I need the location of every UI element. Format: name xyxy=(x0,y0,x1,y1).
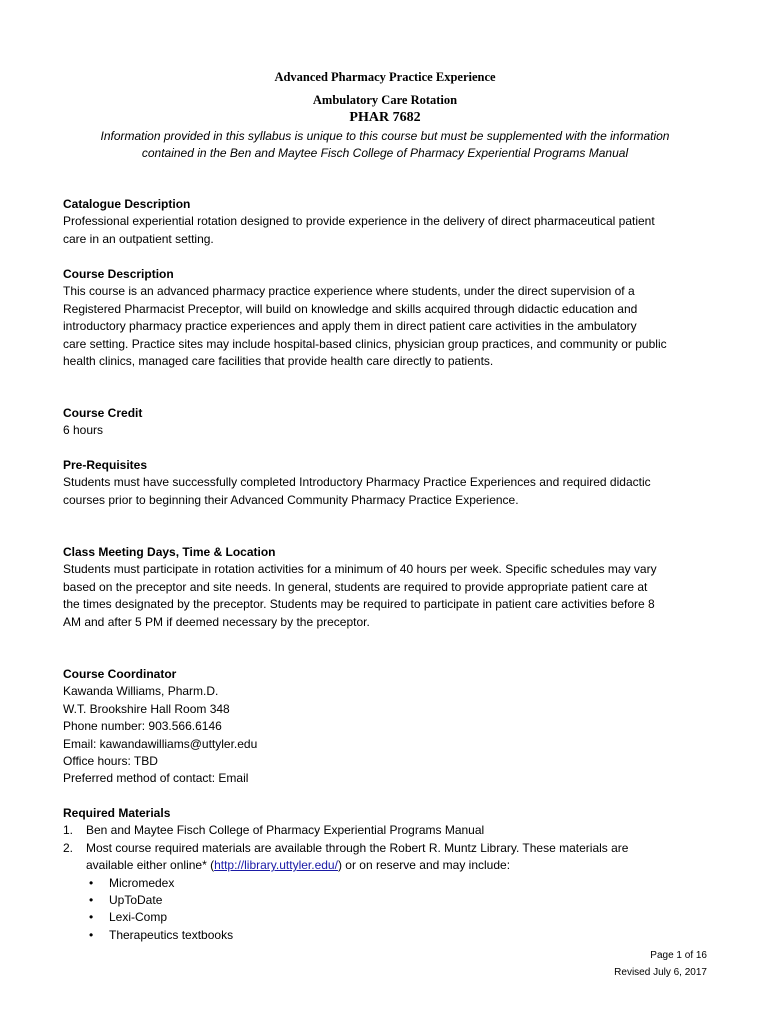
materials-list xyxy=(63,822,713,944)
library-link[interactable]: http://library.uttyler.edu/ xyxy=(214,858,338,873)
list-item-text-post: ) or on reserve and may include: xyxy=(337,858,511,873)
revised-date: Revised July 6, 2017 xyxy=(614,967,707,978)
bullet-icon: • xyxy=(89,875,94,890)
syllabus-note xyxy=(60,128,710,162)
coordinator-office: W.T. Brookshire Hall Room 348 xyxy=(63,701,230,716)
course-code: PHAR 7682 xyxy=(349,110,421,125)
body-line: care in an outpatient setting. xyxy=(63,231,214,246)
body-line: AM and after 5 PM if deemed necessary by the preceptor. xyxy=(63,614,370,629)
coordinator-email: Email: kawandawilliams@uttyler.edu xyxy=(63,736,258,751)
prerequisites-section xyxy=(63,457,713,509)
body-line: the times designated by the preceptor. Students may be required to participate in patient care activities before 8 xyxy=(63,597,655,612)
bullet-icon: • xyxy=(89,910,94,925)
section-heading: Course Description xyxy=(63,267,174,281)
bullet-item xyxy=(86,875,713,892)
bullet-text: UpToDate xyxy=(109,893,163,908)
catalogue-section xyxy=(63,196,713,248)
list-number: 2. xyxy=(63,840,74,855)
body-line: courses prior to beginning their Advanced Community Pharmacy Practice Experience. xyxy=(63,492,519,507)
list-item-text: Most course required materials are available through the Robert R. Muntz Library. These materials are xyxy=(86,840,629,855)
section-heading: Course Coordinator xyxy=(63,667,177,681)
coordinator-contact: Preferred method of contact: Email xyxy=(63,771,249,786)
bullet-item xyxy=(86,909,713,926)
body-line: care setting. Practice sites may include hospital-based clinics, physician group practices, and community or public xyxy=(63,336,667,351)
section-heading: Pre-Requisites xyxy=(63,458,148,472)
list-item-text: Ben and Maytee Fisch College of Pharmacy Experiential Programs Manual xyxy=(86,823,485,838)
body-line: Students must have successfully completed Introductory Pharmacy Practice Experiences and required didactic xyxy=(63,475,651,490)
coordinator-hours: Office hours: TBD xyxy=(63,754,158,769)
credit-value: 6 hours xyxy=(63,423,104,438)
list-item-text-pre: available either online* ( xyxy=(86,858,215,873)
body-line: Professional experiential rotation designed to provide experience in the delivery of direct pharmaceutical patient xyxy=(63,214,655,229)
list-number: 1. xyxy=(63,823,74,838)
bullet-text: Lexi-Comp xyxy=(109,910,168,925)
section-heading: Required Materials xyxy=(63,806,171,820)
resource-bullets xyxy=(86,875,713,945)
body-line: introductory pharmacy practice experiences and apply them in direct patient care activities in the ambulatory xyxy=(63,319,637,334)
bullet-text: Micromedex xyxy=(109,875,175,890)
coordinator-section xyxy=(63,666,713,788)
list-item xyxy=(63,822,713,839)
body-line: based on the preceptor and site needs. In general, students are required to provide appropriate patient care at xyxy=(63,579,648,594)
syllabus-note-line: contained in the Ben and Maytee Fisch College of Pharmacy Experiential Programs Manual xyxy=(141,146,629,160)
body-line: This course is an advanced pharmacy practice experience where students, under the direct supervision of a xyxy=(63,284,635,299)
body-line: Registered Pharmacist Preceptor, will build on knowledge and skills acquired through didactic education and xyxy=(63,301,638,316)
materials-section xyxy=(63,805,713,944)
course-title: Advanced Pharmacy Practice Experience xyxy=(274,70,496,84)
coordinator-phone: Phone number: 903.566.6146 xyxy=(63,719,222,734)
syllabus-note-line: Information provided in this syllabus is unique to this course but must be supplemented with the information xyxy=(100,129,670,143)
page-number: Page 1 of 16 xyxy=(650,950,707,961)
rotation-title: Ambulatory Care Rotation xyxy=(312,93,458,107)
class-meeting-section xyxy=(63,544,713,631)
body-line: health clinics, managed care facilities that provide health care directly to patients. xyxy=(63,354,494,369)
coordinator-name: Kawanda Williams, Pharm.D. xyxy=(63,684,219,699)
course-credit-section xyxy=(63,405,713,440)
page-footer xyxy=(614,947,707,981)
bullet-icon: • xyxy=(89,927,94,942)
section-heading: Class Meeting Days, Time & Location xyxy=(63,545,276,559)
bullet-item xyxy=(86,927,713,944)
section-heading: Catalogue Description xyxy=(63,197,191,211)
list-item xyxy=(63,840,713,944)
bullet-item xyxy=(86,892,713,909)
course-description-section xyxy=(63,266,713,370)
bullet-icon: • xyxy=(89,893,94,908)
list-item-text xyxy=(86,857,713,874)
section-heading: Course Credit xyxy=(63,406,143,420)
body-line: Students must participate in rotation activities for a minimum of 40 hours per week. Specific schedules may vary xyxy=(63,562,657,577)
bullet-text: Therapeutics textbooks xyxy=(109,927,234,942)
